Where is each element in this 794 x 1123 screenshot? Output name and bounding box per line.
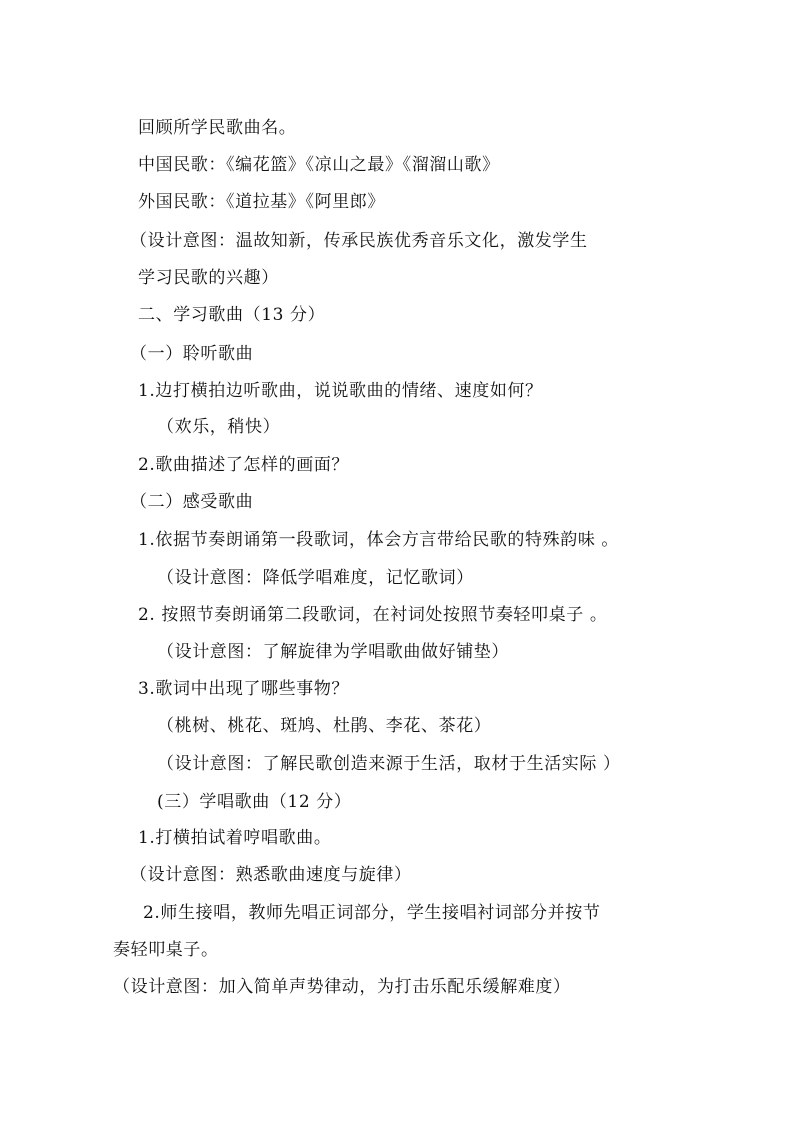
text-line: （设计意图：加入简单声势律动，为打击乐配乐缓解难度） [113, 977, 571, 997]
text-line: 奏轻叩桌子。 [113, 940, 219, 960]
section-heading: 二、学习歌曲（13 分） [138, 305, 326, 325]
text-line: 1.打横拍试着哼唱歌曲。 [138, 828, 332, 848]
text-line: 1.依据节奏朗诵第一段歌词，体会方言带给民歌的特殊韵味 。 [138, 530, 620, 550]
text-line: 中国民歌：《编花篮》《凉山之最》《溜溜山歌》 [138, 155, 500, 175]
text-line: （设计意图：熟悉歌曲速度与旋律） [130, 865, 412, 885]
text-line: （设计意图：温故知新，传承民族优秀音乐文化，激发学生 [130, 231, 588, 251]
subsection-heading: (三）学唱歌曲（12 分） [157, 792, 352, 812]
subsection-heading: （二）感受歌曲 [130, 492, 254, 512]
text-line: 2.师生接唱，教师先唱正词部分，学生接唱衬词部分并按节 [143, 903, 601, 923]
text-line: 学习民歌的兴趣） [138, 268, 279, 288]
text-line: 回顾所学民歌曲名。 [138, 118, 297, 138]
text-line: 2.歌曲描述了怎样的画面？ [138, 455, 350, 475]
text-line: （欢乐，稍快） [157, 417, 281, 437]
text-line: （桃树、桃花、斑鸠、杜鹃、李花、茶花） [157, 716, 492, 736]
text-line: 外国民歌：《道拉基》《阿里郎》 [138, 192, 385, 212]
text-line: （设计意图：降低学唱难度，记忆歌词） [157, 568, 474, 588]
text-line: 3.歌词中出现了哪些事物？ [138, 679, 350, 699]
text-line: 2. 按照节奏朗诵第二段歌词，在衬词处按照节奏轻叩桌子 。 [138, 605, 608, 625]
text-line: 1.边打横拍边听歌曲，说说歌曲的情绪、速度如何？ [138, 381, 543, 401]
subsection-heading: （一）聆听歌曲 [130, 344, 254, 364]
text-line: （设计意图：了解民歌创造来源于生活，取材于生活实际 ） [157, 754, 621, 774]
text-line: （设计意图：了解旋律为学唱歌曲做好铺垫） [157, 642, 509, 662]
